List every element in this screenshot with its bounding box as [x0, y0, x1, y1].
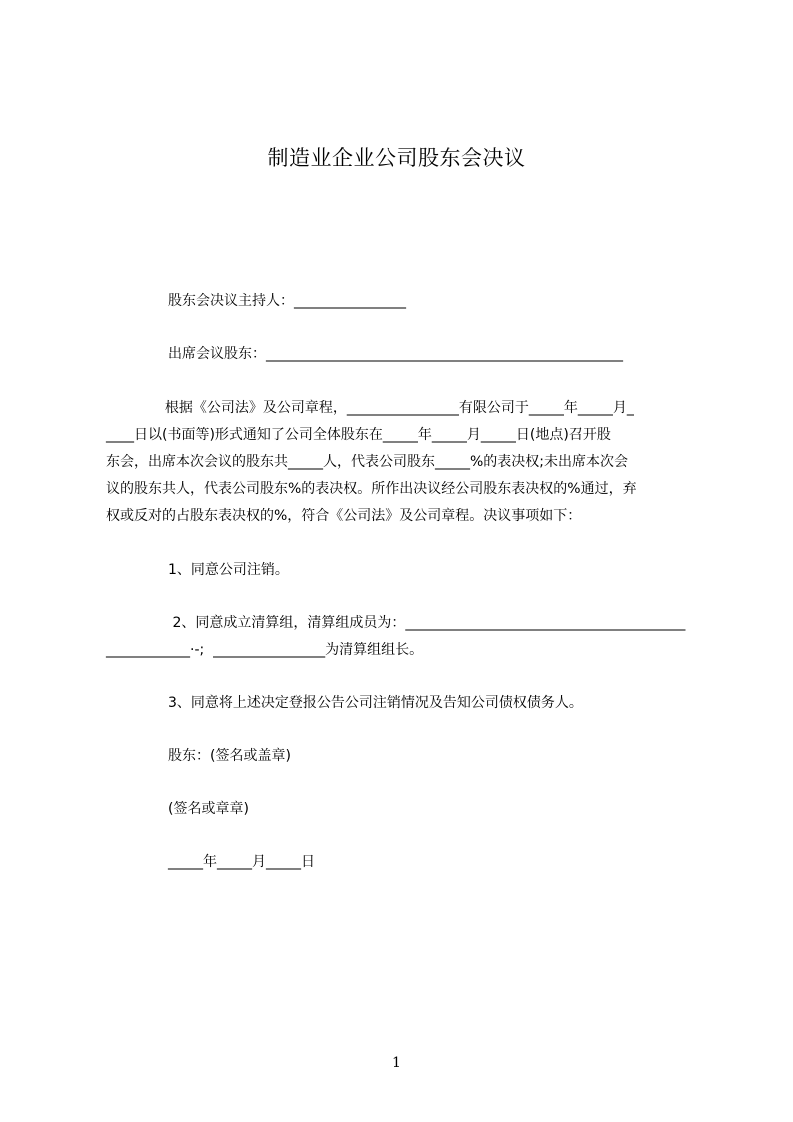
body-paragraph-line-1: 根据《公司法》及公司章程，________________有限公司于_____年_____月_	[156, 400, 634, 416]
host-line: 股东会决议主持人：________________	[168, 293, 406, 309]
resolution-item-2-continued: ____________·-; ________________为清算组组长。	[106, 642, 424, 658]
seal-line: (签名或章章)	[168, 801, 249, 817]
shareholder-signature-line: 股东：(签名或盖章)	[168, 748, 291, 764]
page-number: 1	[392, 1055, 401, 1071]
date-line: _____年_____月_____日	[168, 854, 315, 870]
body-paragraph-line-3: 东会，出席本次会议的股东共_____人，代表公司股东_____%的表决权;未出席本次会	[106, 454, 629, 470]
resolution-item-2: 2、同意成立清算组，清算组成员为：________________________________________	[168, 615, 686, 631]
document-title: 制造业企业公司股东会决议	[267, 146, 526, 170]
body-paragraph-line-5: 权或反对的占股东表决权的%，符合《公司法》及公司章程。决议事项如下：	[106, 508, 582, 524]
resolution-item-3: 3、同意将上述决定登报公告公司注销情况及告知公司债权债务人。	[168, 695, 583, 711]
body-paragraph-line-2: ____日以(书面等)形式通知了公司全体股东在_____年_____月_____日(地点)召开股	[106, 427, 611, 443]
attending-shareholders-line: 出席会议股东：___________________________________________________	[168, 346, 623, 362]
body-paragraph-line-4: 议的股东共人，代表公司股东%的表决权。所作出决议经公司股东表决权的%通过，弃	[106, 481, 637, 497]
resolution-item-1: 1、同意公司注销。	[168, 562, 289, 578]
